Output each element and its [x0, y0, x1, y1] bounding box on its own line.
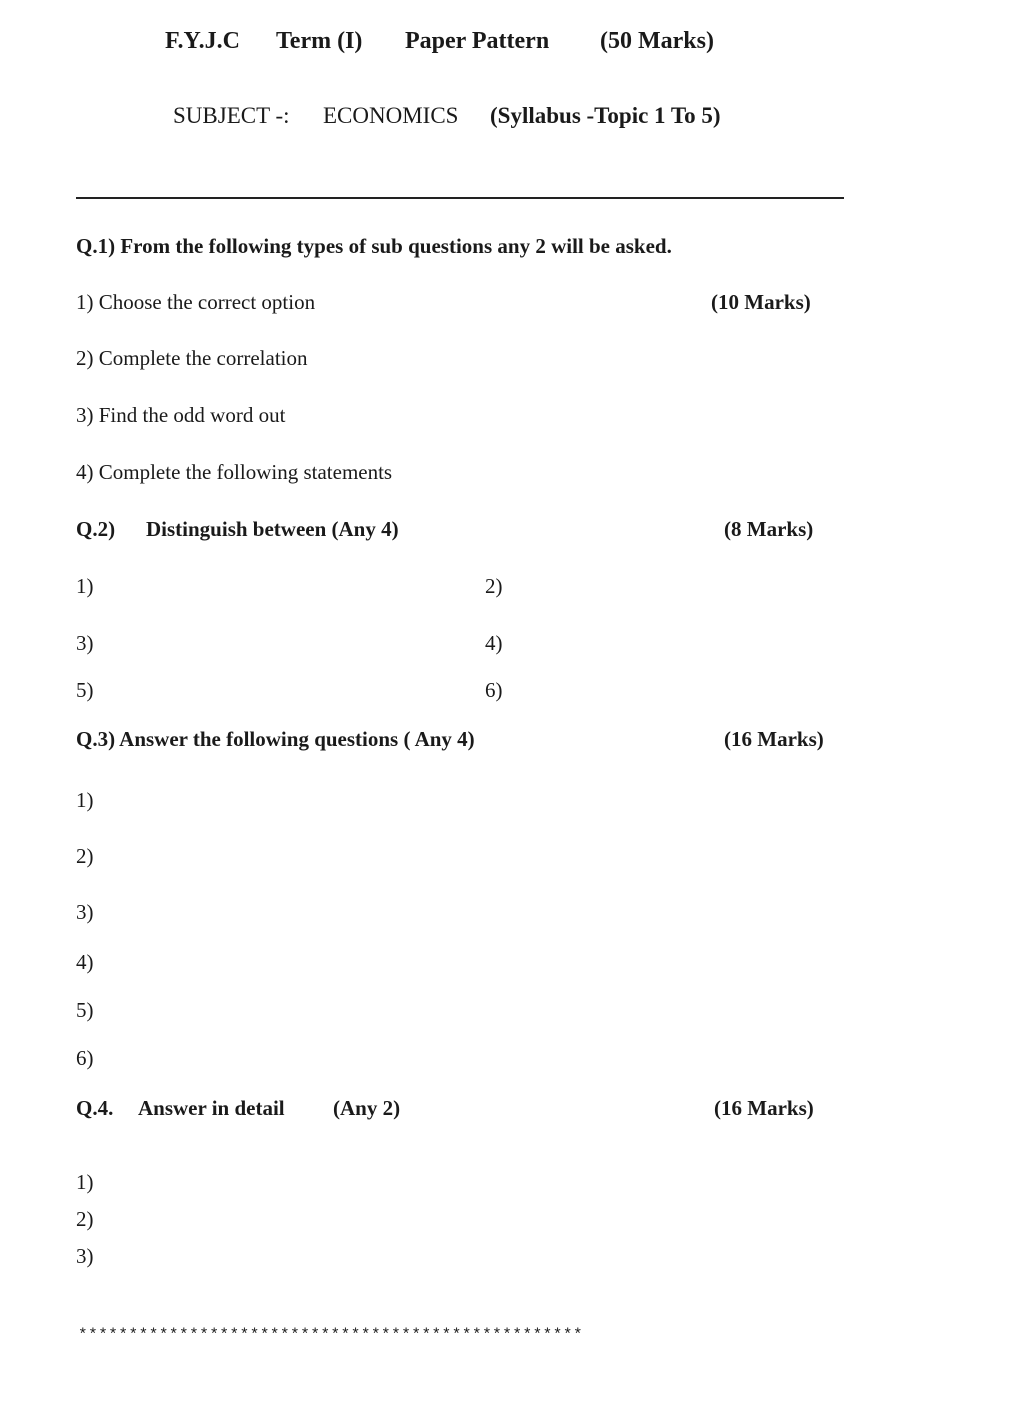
- subject-name: ECONOMICS: [323, 103, 459, 128]
- header-divider: [76, 197, 844, 199]
- q1-item: 3) Find the odd word out: [76, 403, 286, 427]
- q2-item: 5): [76, 678, 94, 702]
- subject-label: SUBJECT -:: [173, 103, 290, 128]
- syllabus-range: (Syllabus -Topic 1 To 5): [490, 103, 721, 128]
- q3-heading: Q.3) Answer the following questions ( Any 4): [76, 727, 475, 751]
- q2-marks: (8 Marks): [724, 517, 814, 541]
- q4-marks: (16 Marks): [714, 1096, 814, 1120]
- q2-item: 2): [485, 574, 503, 598]
- q1-heading: Q.1) From the following types of sub questions any 2 will be asked.: [76, 234, 672, 258]
- q3-item: 5): [76, 998, 94, 1022]
- q3-item: 6): [76, 1046, 94, 1070]
- footer-stars: **************************************************: [78, 1326, 584, 1344]
- q3-marks: (16 Marks): [724, 727, 824, 751]
- q4-item: 1): [76, 1170, 94, 1194]
- q2-heading: Distinguish between (Any 4): [146, 517, 399, 541]
- title-fyjc: F.Y.J.C: [165, 28, 240, 54]
- q1-item: 1) Choose the correct option: [76, 290, 316, 314]
- title-total-marks: (50 Marks): [600, 28, 714, 54]
- q1-item: 2) Complete the correlation: [76, 346, 308, 370]
- q3-item: 2): [76, 844, 94, 868]
- q2-item: 4): [485, 631, 503, 655]
- q2-number: Q.2): [76, 517, 116, 541]
- q4-number: Q.4.: [76, 1096, 114, 1120]
- q1-marks: (10 Marks): [711, 290, 811, 314]
- q3-item: 1): [76, 788, 94, 812]
- title-term: Term (I): [276, 28, 363, 54]
- q2-item: 1): [76, 574, 94, 598]
- q2-item: 6): [485, 678, 503, 702]
- q2-item: 3): [76, 631, 94, 655]
- q1-item: 4) Complete the following statements: [76, 460, 393, 484]
- q3-item: 3): [76, 900, 94, 924]
- q4-item: 3): [76, 1244, 94, 1268]
- q4-heading: Answer in detail: [138, 1096, 285, 1120]
- q3-item: 4): [76, 950, 94, 974]
- q4-choice: (Any 2): [333, 1096, 401, 1120]
- title-paper-pattern: Paper Pattern: [405, 28, 550, 54]
- q4-item: 2): [76, 1207, 94, 1231]
